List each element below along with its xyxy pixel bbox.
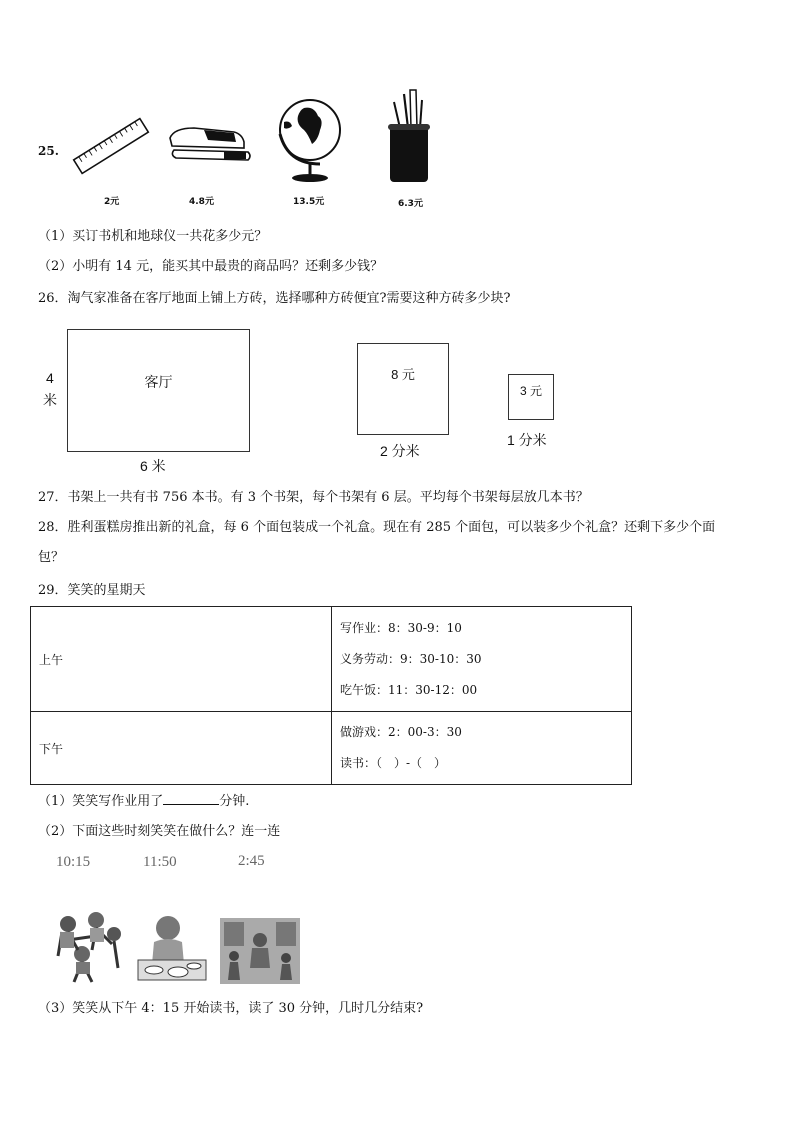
room-height-value: 4 — [46, 370, 54, 386]
classroom-picture — [220, 918, 300, 984]
living-room-label: 客厅 — [144, 373, 173, 390]
question-25-sub1: （1）买订书机和地球仪一共花多少元？ — [38, 229, 268, 244]
schedule-row-morning — [31, 607, 632, 712]
big-tile-rect — [357, 343, 449, 435]
schedule-table — [30, 606, 632, 785]
time-option: 11:50 — [143, 854, 177, 870]
question-29-sub2: （2）下面这些时刻笑笑在做什么？连一连 — [38, 824, 281, 839]
morning-label: 上午 — [31, 607, 332, 712]
schedule-item-reading: 读书：（ ）-（ ） — [340, 756, 447, 770]
schedule-item: 吃午饭：11：30-12：00 — [340, 682, 478, 697]
pen-holder-price: 6.3元 — [398, 199, 423, 209]
afternoon-activities — [332, 712, 632, 785]
question-29-sub3: （3）笑笑从下午 4：15 开始读书，读了 30 分钟，几时几分结束? — [38, 1001, 424, 1016]
time-option: 2:45 — [238, 853, 265, 869]
question-25-number: 25. — [38, 144, 59, 158]
schedule-row-afternoon — [31, 712, 632, 785]
stapler-icon — [164, 122, 256, 168]
schedule-item: 义务劳动：9：30-10：30 — [340, 651, 482, 666]
question-29-sub1-unit: 分钟. — [219, 794, 250, 809]
child-eating-picture — [136, 912, 208, 984]
small-tile-price: 3 元 — [519, 383, 542, 398]
ruler-price: 2元 — [104, 197, 120, 207]
big-tile-price: 8 元 — [391, 366, 415, 382]
stapler-price: 4.8元 — [189, 197, 214, 207]
time-option: 10:15 — [56, 854, 91, 870]
question-27-text: 27．书架上一共有书 756 本书。有 3 个书架，每个书架有 6 层。平均每个书架每层放几本书？ — [38, 490, 589, 505]
question-28-line2: 包？ — [38, 550, 65, 565]
schedule-item: 写作业：8：30-9：10 — [340, 620, 462, 635]
pen-holder-icon — [384, 88, 434, 186]
big-tile-size: 2 分米 — [380, 443, 420, 459]
globe-icon — [274, 94, 348, 186]
morning-activities — [332, 607, 632, 712]
afternoon-label: 下午 — [31, 712, 332, 785]
question-28-line1: 28．胜利蛋糕房推出新的礼盒，每 6 个面包装成一个礼盒。现在有 285 个面包，可以装多少个礼盒？还剩下多少个面 — [38, 520, 716, 535]
question-29-title: 29．笑笑的星期天 — [38, 583, 146, 598]
small-tile-size: 1 分米 — [507, 432, 547, 448]
question-29-sub1 — [38, 792, 249, 811]
room-width-label: 6 米 — [140, 458, 166, 474]
globe-price: 13.5元 — [293, 197, 325, 207]
room-height-unit: 米 — [43, 392, 57, 408]
schedule-item: 做游戏：2：00-3：30 — [340, 725, 462, 739]
ruler-icon — [68, 112, 154, 180]
question-25-sub2: （2）小明有 14 元，能买其中最贵的商品吗？还剩多少钱？ — [38, 259, 384, 274]
children-playing-picture — [52, 910, 128, 986]
question-26-text: 26．淘气家准备在客厅地面上铺上方砖，选择哪种方砖便宜?需要这种方砖多少块? — [38, 291, 511, 306]
answer-blank[interactable] — [163, 792, 219, 805]
question-29-sub1-text: （1）笑笑写作业用了 — [38, 794, 164, 809]
small-tile-rect — [508, 374, 554, 420]
living-room-rect — [67, 329, 250, 452]
